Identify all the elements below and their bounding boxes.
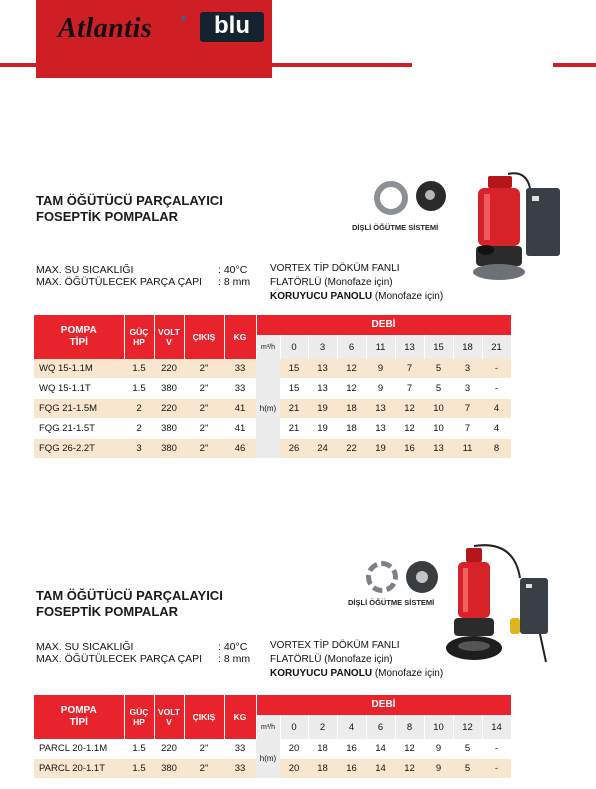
col-header-line: GÜÇ [129, 707, 149, 717]
outlet-cell: 2" [184, 759, 224, 779]
head-cell: 13 [424, 439, 453, 459]
section-1-specs [36, 264, 266, 288]
weight-cell: 33 [224, 759, 256, 779]
head-cell: 9 [366, 379, 395, 399]
feature-line [270, 290, 443, 304]
feature-note: (Monofaze için) [324, 277, 393, 288]
col-header-flow: DEBİ [256, 315, 511, 335]
head-cell: 21 [280, 399, 308, 419]
brand-name: Atlantis [58, 13, 153, 44]
volt-cell: 380 [154, 439, 184, 459]
head-cell: 19 [308, 419, 337, 439]
spec-value: : 40°C [218, 264, 248, 276]
volt-cell: 380 [154, 419, 184, 439]
weight-cell: 33 [224, 739, 256, 759]
col-header-outlet: ÇIKIŞ [184, 315, 224, 359]
head-cell: 12 [395, 759, 424, 779]
head-cell: 5 [424, 359, 453, 379]
flow-value: 6 [366, 715, 395, 739]
head-cell: 7 [395, 359, 424, 379]
feature-line [270, 653, 443, 667]
col-header-line: VOLT [157, 327, 181, 337]
table-row [34, 739, 511, 759]
head-cell: 10 [424, 419, 453, 439]
model-cell: FQG 26-2.2T [34, 439, 124, 459]
flow-value: 12 [453, 715, 482, 739]
outlet-cell: 2" [184, 439, 224, 459]
head-cell: 9 [424, 739, 453, 759]
header-rule-mid [272, 63, 412, 67]
flow-value: 3 [308, 335, 337, 359]
head-cell: 9 [424, 759, 453, 779]
grinder-blade-image [406, 561, 438, 593]
hp-cell: 1.5 [124, 379, 154, 399]
col-header-flow: DEBİ [256, 695, 511, 715]
head-cell: 14 [366, 759, 395, 779]
model-cell: WQ 15-1.1M [34, 359, 124, 379]
pump-image [468, 168, 562, 286]
volt-cell: 220 [154, 739, 184, 759]
head-cell: 7 [453, 399, 482, 419]
brand-sub-badge: blu [200, 12, 264, 42]
section-2-features [270, 639, 443, 681]
head-cell: 20 [280, 759, 308, 779]
flow-value: 8 [395, 715, 424, 739]
weight-cell: 33 [224, 359, 256, 379]
head-cell: 3 [453, 359, 482, 379]
head-cell: 12 [337, 379, 366, 399]
feature-line [270, 276, 443, 290]
spec-label: MAX. ÖĞÜTÜLECEK PARÇA ÇAPI [36, 653, 203, 665]
flow-value: 10 [424, 715, 453, 739]
flow-value: 4 [337, 715, 366, 739]
feature-note: (Monofaze için) [374, 668, 444, 679]
feature-line: VORTEX TİP DÖKÜM FANLI [270, 263, 400, 274]
flow-value: 6 [337, 335, 366, 359]
feature-line: VORTEX TİP DÖKÜM FANLI [270, 640, 400, 651]
head-cell: 11 [453, 439, 482, 459]
section-1-features [270, 262, 443, 304]
feature-label: KORUYUCU PANOLU [270, 668, 373, 679]
col-header-power [124, 315, 154, 359]
head-cell: 18 [308, 759, 337, 779]
feature-line [270, 667, 443, 681]
head-unit: h(m) [256, 359, 280, 459]
col-header-line: TİPİ [69, 337, 88, 348]
head-cell: 5 [453, 739, 482, 759]
feature-label: FLATÖRLÜ [270, 277, 322, 288]
head-cell: - [482, 379, 511, 399]
flow-value: 0 [280, 715, 308, 739]
flow-value: 11 [366, 335, 395, 359]
section-title-line: TAM ÖĞÜTÜCÜ PARÇALAYICI [36, 588, 223, 603]
head-cell: 12 [337, 359, 366, 379]
grinder-blade-image [416, 181, 446, 211]
grinder-ring-image [374, 181, 408, 215]
col-header-volt [154, 695, 184, 739]
spec-label: MAX. ÖĞÜTÜLECEK PARÇA ÇAPI [36, 276, 203, 288]
weight-cell: 46 [224, 439, 256, 459]
header-rule-right [553, 63, 596, 67]
outlet-cell: 2" [184, 379, 224, 399]
head-cell: 18 [308, 739, 337, 759]
model-cell: PARCL 20-1.1T [34, 759, 124, 779]
outlet-cell: 2" [184, 419, 224, 439]
outlet-cell: 2" [184, 399, 224, 419]
col-header-line: POMPA [60, 705, 97, 716]
head-cell: - [482, 739, 511, 759]
grinder-ring-image [366, 561, 398, 593]
col-header-line: HP [133, 337, 145, 347]
hp-cell: 2 [124, 399, 154, 419]
head-cell: 7 [453, 419, 482, 439]
volt-cell: 380 [154, 379, 184, 399]
grinder-caption: DİŞLİ ÖĞÜTME SİSTEMİ [348, 598, 435, 607]
head-cell: 22 [337, 439, 366, 459]
col-header-pump [34, 315, 124, 359]
head-cell: 18 [337, 399, 366, 419]
hp-cell: 3 [124, 439, 154, 459]
head-cell: 7 [395, 379, 424, 399]
section-title-line: TAM ÖĞÜTÜCÜ PARÇALAYICI [36, 193, 223, 208]
model-cell: FQG 21-1.5T [34, 419, 124, 439]
head-cell: 16 [395, 439, 424, 459]
water-drop-icon: ♦ [181, 13, 187, 24]
model-cell: WQ 15-1.1T [34, 379, 124, 399]
col-header-line: TİPİ [69, 717, 88, 728]
spec-value: : 8 mm [218, 653, 251, 665]
flow-value: 18 [453, 335, 482, 359]
head-cell: 14 [366, 739, 395, 759]
head-cell: 16 [337, 739, 366, 759]
section-2-specs [36, 641, 266, 665]
flow-value: 14 [482, 715, 511, 739]
head-cell: 9 [366, 359, 395, 379]
section-title-line: FOSEPTİK POMPALAR [36, 604, 179, 619]
head-cell: 12 [395, 419, 424, 439]
section-1-table [34, 315, 512, 459]
col-header-pump [34, 695, 124, 739]
col-header-power [124, 695, 154, 739]
head-cell: - [482, 359, 511, 379]
flow-value: 13 [395, 335, 424, 359]
col-header-weight: KG [224, 315, 256, 359]
model-cell: PARCL 20-1.1M [34, 739, 124, 759]
head-cell: 4 [482, 419, 511, 439]
hp-cell: 1.5 [124, 359, 154, 379]
col-header-line: GÜÇ [129, 327, 149, 337]
col-header-line: POMPA [60, 325, 97, 336]
feature-label: FLATÖRLÜ [270, 654, 322, 665]
head-cell: 16 [337, 759, 366, 779]
head-cell: 3 [453, 379, 482, 399]
head-unit: h(m) [256, 739, 280, 779]
head-cell: 13 [366, 399, 395, 419]
hp-cell: 2 [124, 419, 154, 439]
head-cell: - [482, 759, 511, 779]
flow-value: 21 [482, 335, 511, 359]
head-cell: 12 [395, 739, 424, 759]
col-header-volt [154, 315, 184, 359]
head-cell: 19 [366, 439, 395, 459]
head-cell: 13 [308, 359, 337, 379]
grinder-caption: DİŞLİ ÖĞÜTME SİSTEMİ [352, 223, 439, 232]
col-header-outlet: ÇIKIŞ [184, 695, 224, 739]
weight-cell: 41 [224, 419, 256, 439]
section-2-title [36, 588, 223, 620]
spec-value: : 8 mm [218, 276, 251, 288]
spec-label: MAX. SU SICAKLIĞI [36, 264, 134, 276]
col-header-line: HP [133, 717, 145, 727]
feature-note: (Monofaze için) [324, 654, 393, 665]
col-header-line: V [166, 717, 172, 727]
head-cell: 5 [424, 379, 453, 399]
volt-cell: 380 [154, 759, 184, 779]
pump-image [444, 542, 556, 668]
header-rule-left [0, 63, 36, 67]
volt-cell: 220 [154, 359, 184, 379]
spec-label: MAX. SU SICAKLIĞI [36, 641, 134, 653]
head-cell: 24 [308, 439, 337, 459]
hp-cell: 1.5 [124, 739, 154, 759]
outlet-cell: 2" [184, 739, 224, 759]
col-header-line: V [166, 337, 172, 347]
table-row [34, 359, 511, 379]
head-cell: 8 [482, 439, 511, 459]
head-cell: 21 [280, 419, 308, 439]
head-cell: 5 [453, 759, 482, 779]
head-cell: 19 [308, 399, 337, 419]
head-cell: 15 [280, 379, 308, 399]
model-cell: FQG 21-1.5M [34, 399, 124, 419]
section-title-line: FOSEPTİK POMPALAR [36, 209, 179, 224]
flow-unit: m³/h [256, 715, 280, 739]
head-cell: 13 [366, 419, 395, 439]
flow-value: 2 [308, 715, 337, 739]
flow-value: 0 [280, 335, 308, 359]
flow-value: 15 [424, 335, 453, 359]
hp-cell: 1.5 [124, 759, 154, 779]
col-header-line: VOLT [157, 707, 181, 717]
head-cell: 10 [424, 399, 453, 419]
head-cell: 4 [482, 399, 511, 419]
head-cell: 12 [395, 399, 424, 419]
section-1-title [36, 193, 223, 225]
section-2-table [34, 695, 512, 779]
volt-cell: 220 [154, 399, 184, 419]
outlet-cell: 2" [184, 359, 224, 379]
feature-note: (Monofaze için) [374, 291, 444, 302]
head-cell: 18 [337, 419, 366, 439]
spec-value: : 40°C [218, 641, 248, 653]
head-cell: 26 [280, 439, 308, 459]
col-header-weight: KG [224, 695, 256, 739]
weight-cell: 33 [224, 379, 256, 399]
head-cell: 20 [280, 739, 308, 759]
feature-label: KORUYUCU PANOLU [270, 291, 373, 302]
weight-cell: 41 [224, 399, 256, 419]
head-cell: 13 [308, 379, 337, 399]
head-cell: 15 [280, 359, 308, 379]
flow-unit: m³/h [256, 335, 280, 359]
